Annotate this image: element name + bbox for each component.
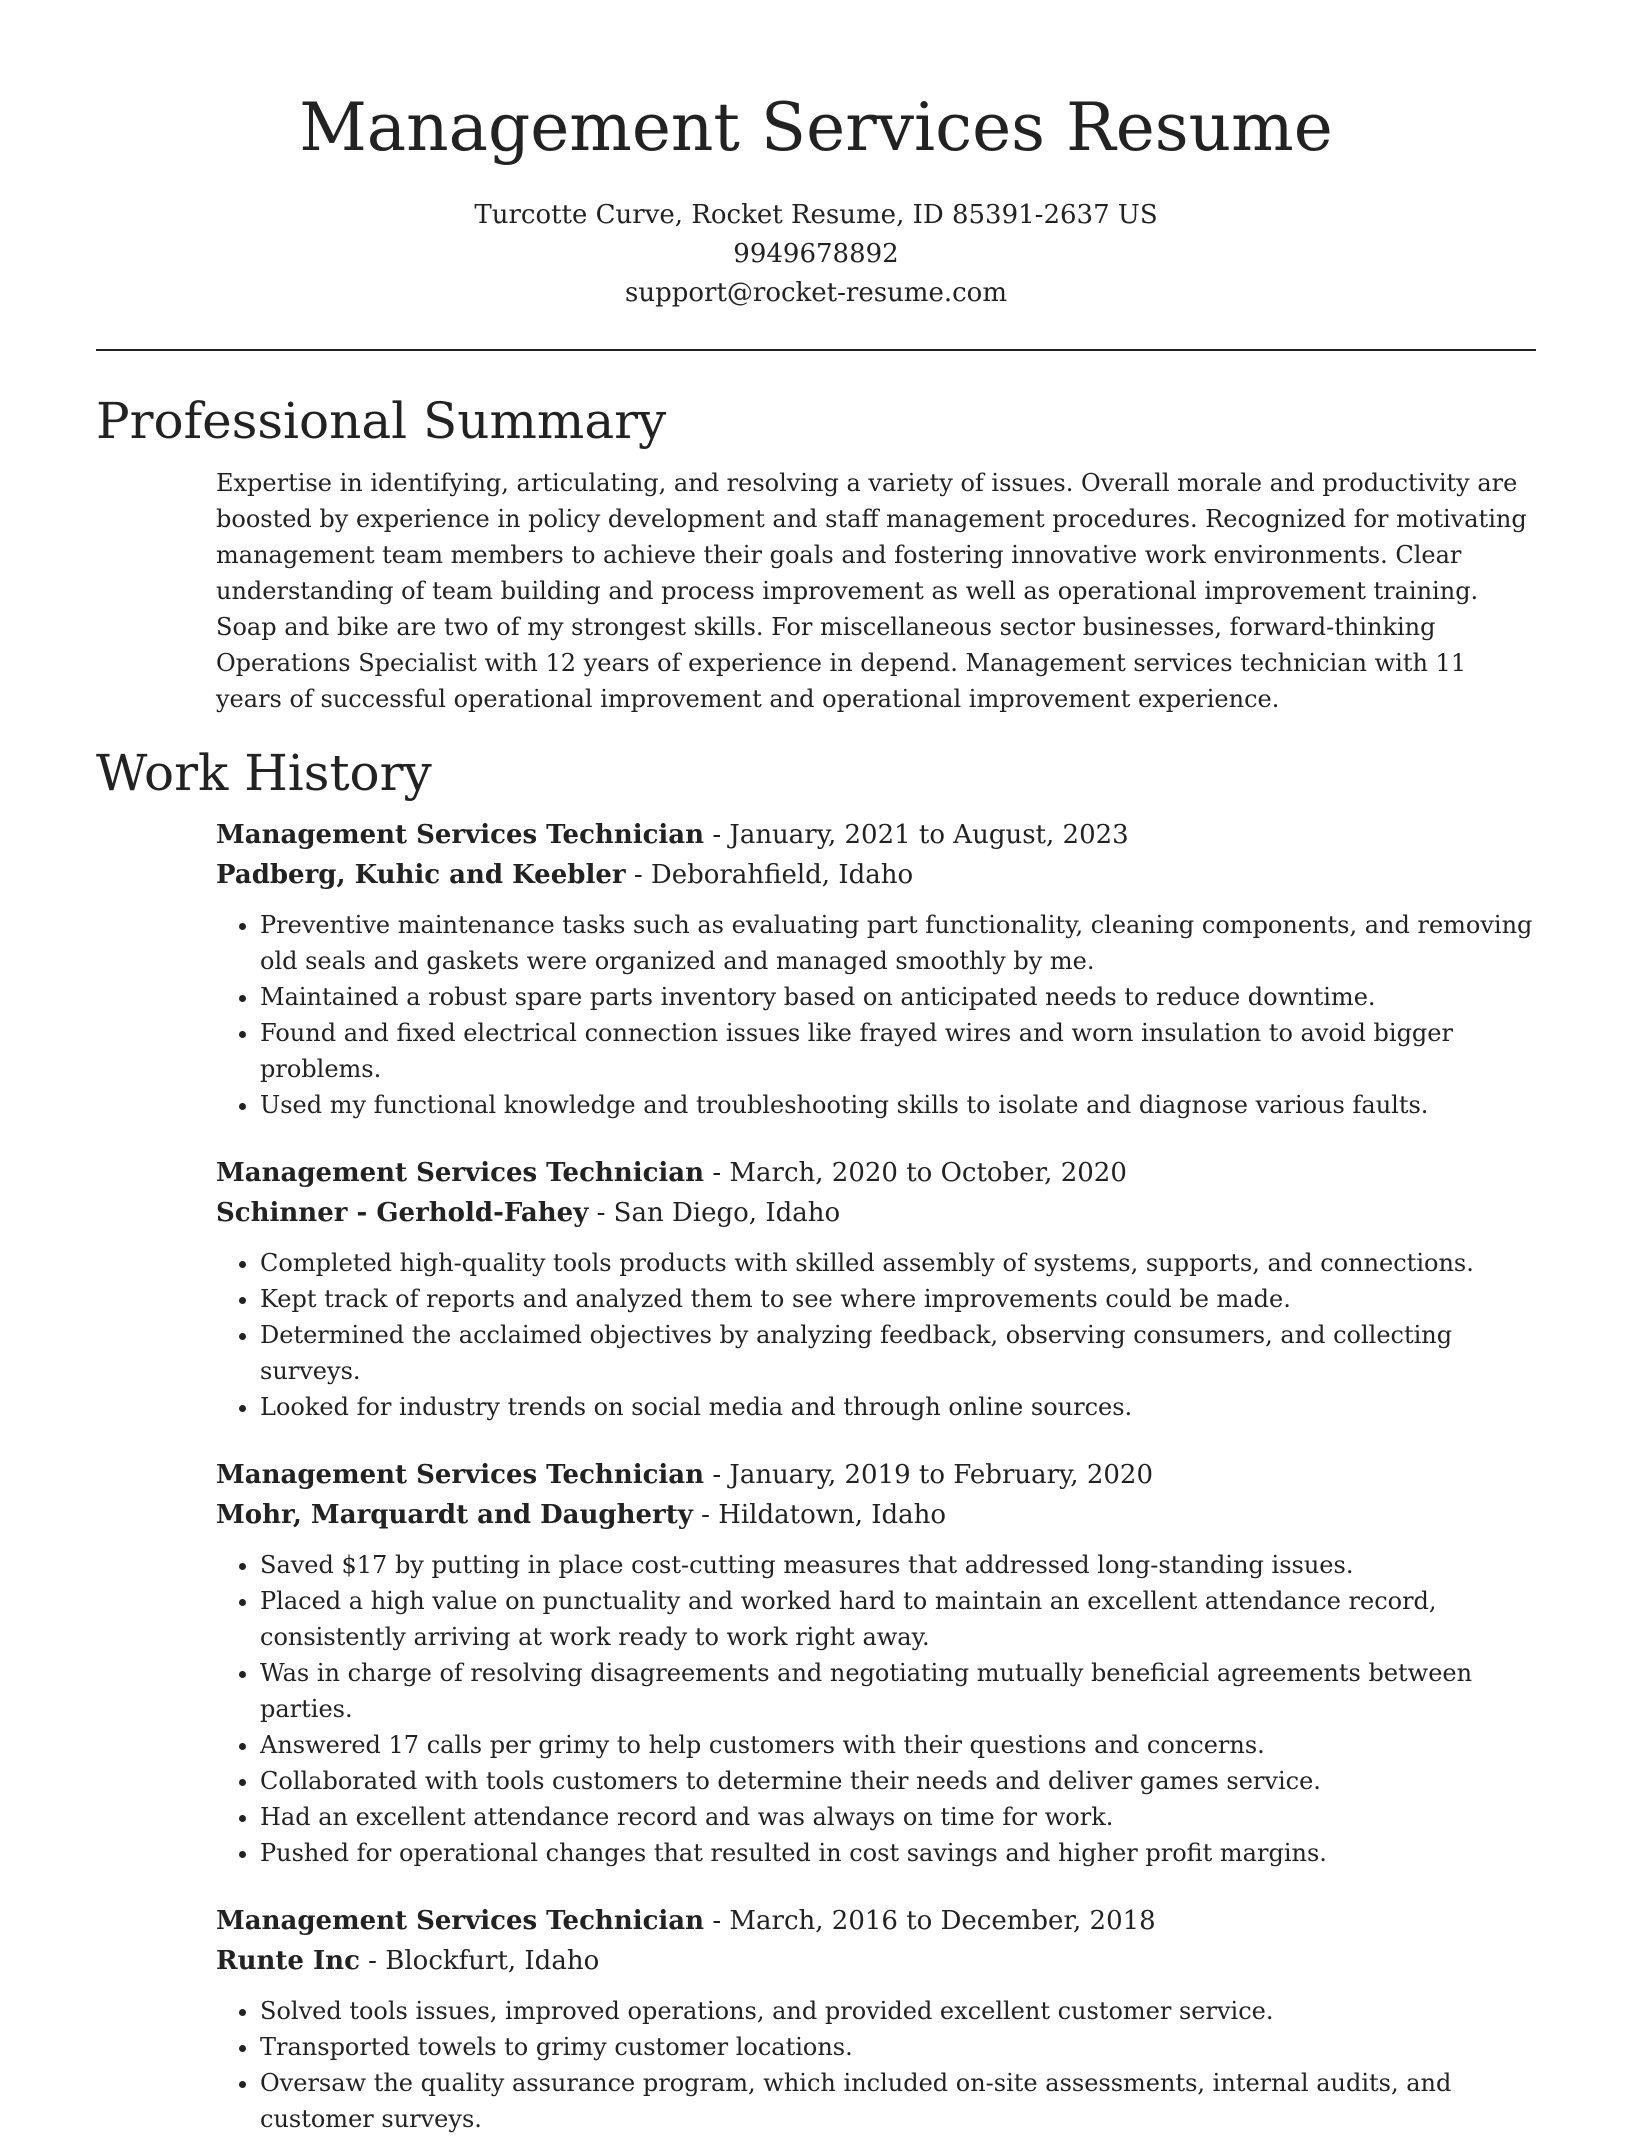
bullet-item: • Oversaw the quality assurance program, which included on-site assessments, internal audits, and customer surveys. <box>260 2065 1536 2137</box>
job-bullets <box>216 1547 1536 1871</box>
company-name: Padberg, Kuhic and Keebler <box>216 860 626 890</box>
separator: - <box>704 820 730 850</box>
resume-title: Management Services Resume <box>299 89 1333 166</box>
bullet-item: • Used my functional knowledge and troubleshooting skills to isolate and diagnose various faults. <box>260 1087 1536 1123</box>
job-entry <box>216 1153 1536 1425</box>
company-name: Schinner - Gerhold-Fahey <box>216 1198 589 1228</box>
job-company-line <box>216 1495 1536 1535</box>
separator: - <box>625 860 651 890</box>
professional-summary-section <box>96 389 1536 717</box>
contact-info <box>96 196 1536 313</box>
job-title-line <box>216 1901 1536 1941</box>
job-title: Management Services Technician <box>216 1906 705 1936</box>
bullet-item: • Answered 17 calls per grimy to help customers with their questions and concerns. <box>260 1727 1536 1763</box>
job-entry <box>216 815 1536 1123</box>
job-company-line <box>216 1193 1536 1233</box>
bullet-item: • Kept track of reports and analyzed them to see where improvements could be made. <box>260 1281 1536 1317</box>
separator: - <box>704 1158 730 1188</box>
job-company-line <box>216 855 1536 895</box>
company-name: Runte Inc <box>216 1946 360 1976</box>
job-location: Deborahfield, Idaho <box>650 860 914 890</box>
bullet-item: • Saved $17 by putting in place cost-cutting measures that addressed long-standing issues. <box>260 1547 1536 1583</box>
bullet-item: • Maintained a robust spare parts inventory based on anticipated needs to reduce downtime. <box>260 979 1536 1015</box>
separator: - <box>359 1946 386 1976</box>
bullet-item: • Had an excellent attendance record and was always on time for work. <box>260 1799 1536 1835</box>
separator: - <box>704 1906 730 1936</box>
job-dates: March, 2016 to December, 2018 <box>729 1906 1156 1936</box>
job-entry <box>216 1901 1536 2137</box>
bullet-item: • Determined the acclaimed objectives by analyzing feedback, observing consumers, and collecting surveys. <box>260 1317 1536 1389</box>
bullet-item: • Looked for industry trends on social media and through online sources. <box>260 1389 1536 1425</box>
job-dates: March, 2020 to October, 2020 <box>729 1158 1127 1188</box>
job-dates: January, 2019 to February, 2020 <box>729 1460 1153 1490</box>
bullet-item: • Found and fixed electrical connection issues like frayed wires and worn insulation to avoid bigger problems. <box>260 1015 1536 1087</box>
separator: - <box>692 1500 719 1530</box>
separator: - <box>588 1198 614 1228</box>
header-divider <box>96 349 1536 351</box>
address: Turcotte Curve, Rocket Resume, ID 85391-2637 US <box>474 200 1158 230</box>
job-title: Management Services Technician <box>216 1460 705 1490</box>
bullet-item: • Pushed for operational changes that resulted in cost savings and higher profit margins. <box>260 1835 1536 1871</box>
company-name: Mohr, Marquardt and Daugherty <box>216 1500 693 1530</box>
job-bullets <box>216 907 1536 1123</box>
bullet-item: • Placed a high value on punctuality and worked hard to maintain an excellent attendance record, consistently arriving at work ready to work right away. <box>260 1583 1536 1655</box>
job-location: San Diego, Idaho <box>613 1198 841 1228</box>
summary-text: Expertise in identifying, articulating, and resolving a variety of issues. Overall morale and productivity are boosted by experience in policy development and staff management procedures. Recognized for motivating management team members to achieve their goals and fostering innovative work environments. Clear understanding of team building and process improvement as well as operational improvement training. Soap and bike are two of my strongest skills. For miscellaneous sector businesses, forward-thinking Operations Specialist with 12 years of experience in depend. Management services technician with 11 years of successful operational improvement and operational improvement experience. <box>216 469 1527 713</box>
job-location: Blockfurt, Idaho <box>385 1946 600 1976</box>
job-list <box>96 815 1536 2137</box>
job-title: Management Services Technician <box>216 820 705 850</box>
separator: - <box>704 1460 730 1490</box>
job-title: Management Services Technician <box>216 1158 705 1188</box>
job-bullets <box>216 1993 1536 2137</box>
section-title-summary: Professional Summary <box>96 392 667 450</box>
bullet-item: • Collaborated with tools customers to determine their needs and deliver games service. <box>260 1763 1536 1799</box>
email-address: support@rocket-resume.com <box>624 278 1007 308</box>
bullet-item: • Was in charge of resolving disagreements and negotiating mutually beneficial agreements between parties. <box>260 1655 1536 1727</box>
section-title-work-history: Work History <box>96 744 432 802</box>
work-history-section <box>96 741 1536 2137</box>
resume-header <box>96 0 1536 313</box>
job-title-line <box>216 1153 1536 1193</box>
job-dates: January, 2021 to August, 2023 <box>729 820 1129 850</box>
job-title-line <box>216 815 1536 855</box>
bullet-item: • Transported towels to grimy customer locations. <box>260 2029 1536 2065</box>
bullet-item: • Solved tools issues, improved operations, and provided excellent customer service. <box>260 1993 1536 2029</box>
job-bullets <box>216 1245 1536 1425</box>
job-location: Hildatown, Idaho <box>718 1500 947 1530</box>
job-entry <box>216 1455 1536 1871</box>
phone-number: 9949678892 <box>733 239 899 269</box>
job-company-line <box>216 1941 1536 1981</box>
job-title-line <box>216 1455 1536 1495</box>
bullet-item: • Completed high-quality tools products with skilled assembly of systems, supports, and connections. <box>260 1245 1536 1281</box>
bullet-item: • Preventive maintenance tasks such as evaluating part functionality, cleaning components, and removing old seals and gaskets were organized and managed smoothly by me. <box>260 907 1536 979</box>
